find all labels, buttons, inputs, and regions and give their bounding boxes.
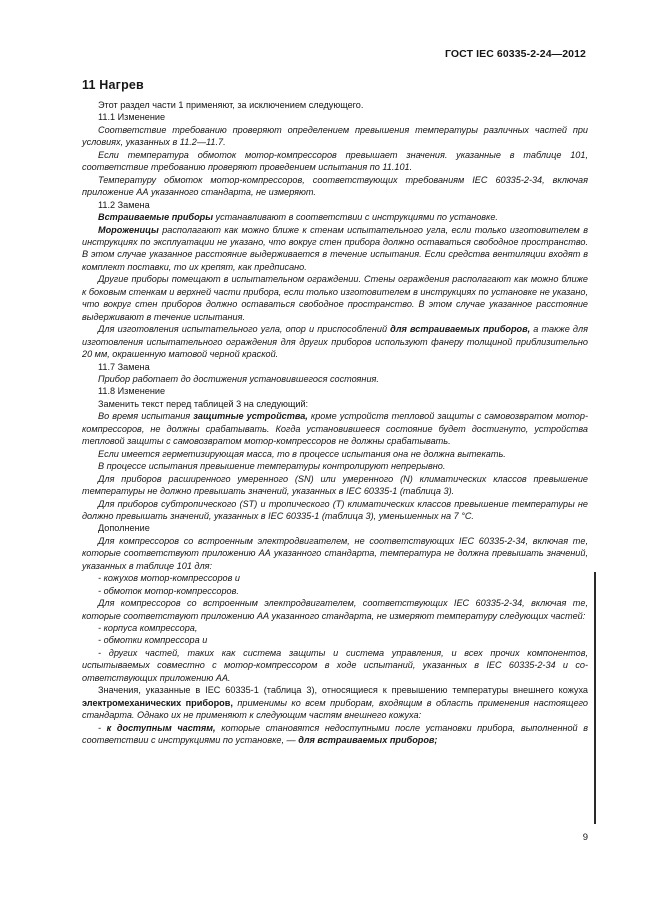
text-run: располагают как можно ближе к стенам испытательного угла, если только изготовителем в инструкциях по эксплуатации не указано, что вокруг стен прибора должно оставаться свободное пространство. В этом случае указанное расстояние выдерживается в течение испытания. Если средства вентиляции входят в комплект поставки, то их крепят, как предписано. (82, 224, 588, 272)
text-run: кроме устройств тепловой защиты с самовозвратом мотор-компрессоров, не должны срабатывать. Когда установившееся состояние будет достигнуто, устройства тепловой защиты с самовозвратом мотор-компрессоров не должны срабатывать. (82, 411, 588, 447)
paragraph (82, 124, 588, 149)
text-run: устанавливают в соответствии с инструкциями по установке. (213, 212, 498, 223)
change-bar (594, 572, 596, 824)
paragraph (82, 149, 588, 174)
text-run: - обмотки компрессора и (98, 635, 208, 646)
text-run: Если температура обмоток мотор-компрессоров превышает значения. указанные в таблице 101, соответствие требованию проверяют проведением испытания по 11.101. (82, 149, 588, 173)
text-run: - (98, 722, 107, 733)
text-run: Прибор работает до достижения установившегося состояния. (98, 373, 379, 384)
paragraph (82, 634, 588, 646)
paragraph (82, 398, 588, 410)
paragraph (82, 684, 588, 721)
paragraph (82, 385, 588, 397)
text-run: - корпуса компрессора, (98, 623, 198, 634)
paragraph (82, 273, 588, 323)
paragraph (82, 199, 588, 211)
paragraph (82, 622, 588, 634)
text-run: Мороженицы (98, 224, 159, 235)
paragraph (82, 174, 588, 199)
paragraph (82, 224, 588, 274)
paragraph (82, 410, 588, 447)
text-run: Для компрессоров со встроенным электродвигателем, не соответствующих IEC 60335-2-34, включая те, которые соответствуют приложению АА указанного стандарта, температура не должна превышать значений, указанных в таблице 101 для: (82, 535, 588, 571)
paragraph (82, 323, 588, 360)
paragraph (82, 647, 588, 684)
text-run: Дополнение (98, 523, 150, 534)
text-run: которые становятся недоступными после установки прибора, выполненной в соответствии с инструкциями по установке, — (82, 722, 588, 746)
section-heading: 11 Нагрев (82, 78, 144, 92)
text-run: для встраиваемых приборов, (390, 324, 531, 335)
text-run: 11.7 Замена (98, 361, 150, 372)
paragraph (82, 722, 588, 747)
text-run: 11.2 Замена (98, 199, 150, 210)
paragraph (82, 361, 588, 373)
text-run: 11.8 Изменение (98, 386, 166, 397)
paragraph (82, 498, 588, 523)
text-run: - кожухов мотор-компрессоров и (98, 573, 240, 584)
paragraph (82, 373, 588, 385)
document-body (82, 99, 588, 747)
paragraph (82, 211, 588, 223)
paragraph (82, 597, 588, 622)
text-run: электромеханических приборов, (82, 697, 233, 708)
paragraph (82, 448, 588, 460)
paragraph (82, 535, 588, 572)
text-run: - обмоток мотор-компрессоров. (98, 585, 239, 596)
page-number: 9 (582, 832, 588, 843)
text-run: Другие приборы помещают в испытательном ограждении. Стены ограждения располагают как можно ближе к боковым стенкам и верхней части прибора, если только изготовителем в инструкциях по установке не указано, что вокруг стен приборов должно оставаться свободное пространство. В этом случае указанное расстояние выдерживают в течение испытания. (82, 274, 588, 322)
text-run: а также для изготовления испытательного ограждения для других приборов используют фанеру толщиной приблизительно 20 мм, окрашенную матовой черной краской. (82, 324, 588, 360)
paragraph (82, 522, 588, 534)
text-run: Значения, указанные в IEC 60335-1 (таблица 3), относящиеся к превышению температуры внешнего кожуха (98, 685, 588, 696)
text-run: - других частей, таких как система защиты и система управления, и всех прочих компонентов, испытываемых совместно с мотор-компрессором в ходе испытаний, указанных в IEC 60335-2-34 и соответствующих приложению АА. (82, 647, 588, 683)
text-run: к доступным частям, (106, 722, 216, 733)
text-run: Встраиваемые приборы (98, 212, 214, 223)
text-run: для встраиваемых приборов; (298, 735, 438, 746)
text-run: Заменить текст перед таблицей 3 на следующий: (98, 398, 309, 409)
text-run: Для приборов субтропического (ST) и тропического (T) климатических классов превышение температуры не должно превышать значений, указанных в IEC 60335-1 (таблица 3), уменьшенных на 7 °C. (82, 498, 588, 521)
paragraph (82, 111, 588, 123)
text-run: Для приборов расширенного умеренного (SN) или умеренного (N) климатических классов превышение температуры не должно превышать значений, указанных в IEC 60335-1 (таблица 3). (82, 473, 588, 497)
text-run: Температуру обмоток мотор-компрессоров, соответствующих требованиям IEC 60335-2-34, включая приложение АА указанного стандарта, не измеряют. (82, 174, 588, 198)
text-run: В процессе испытания превышение температуры контролируют непрерывно. (98, 461, 446, 472)
text-run: 11.1 Изменение (98, 112, 166, 123)
text-run: Соответствие требованию проверяют определением превышения температуры различных частей при условиях, указанных в 11.2—11.7. (82, 124, 588, 148)
paragraph (82, 99, 588, 111)
text-run: Для изготовления испытательного угла, опор и приспособлений (98, 324, 391, 335)
text-run: Во время испытания (98, 411, 194, 422)
paragraph (82, 572, 588, 584)
paragraph (82, 460, 588, 472)
paragraph (82, 585, 588, 597)
text-run: Для компрессоров со встроенным электродвигателем, соответствующих IEC 60335-2-34, включая те, которые соответствуют приложению АА указанного стандарта, не измеряют температуру следующих частей: (82, 598, 588, 621)
standard-header: ГОСТ IEC 60335-2-24—2012 (444, 48, 586, 60)
text-run: Этот раздел части 1 применяют, за исключением следующего. (98, 100, 364, 110)
text-run: Если имеется герметизирующая масса, то в процессе испытания она не должна вытекать. (98, 448, 506, 459)
text-run: применимы ко всем приборам, входящим в область применения настоящего стандарта. Однако их не применяют к следующим частям внешнего кожуха: (82, 697, 588, 721)
text-run: защитные устройства, (193, 411, 308, 422)
paragraph (82, 473, 588, 498)
